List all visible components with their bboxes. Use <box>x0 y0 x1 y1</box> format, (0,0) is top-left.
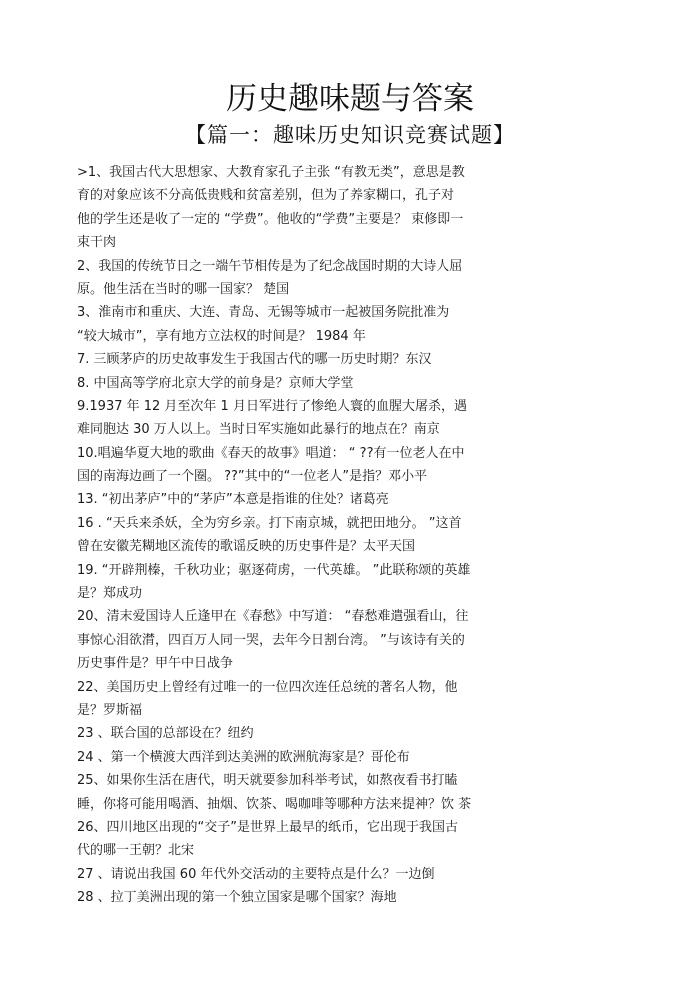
text-line: 26、四川地区出现的“交子”是世界上最早的纸币，它出现于我国古 <box>77 819 459 835</box>
text-line: 27 、请说出我国 60 年代外交活动的主要特点是什么？一边倒 <box>77 866 435 882</box>
question-list <box>77 161 617 910</box>
text-line: 是？罗斯福 <box>77 702 143 718</box>
text-line: 23 、联合国的总部设在？纽约 <box>77 726 254 742</box>
text-line: 22、美国历史上曾经有过唯一的一位四次连任总统的著名人物，他 <box>77 679 458 695</box>
text-line: 代的哪一王朝？北宋 <box>77 843 195 859</box>
text-line: 7. 三顾茅庐的历史故事发生于我国古代的哪一历史时期？东汉 <box>77 352 432 368</box>
text-line: 2、我国的传统节日之一端午节相传是为了纪念战国时期的大诗人屈 <box>77 258 463 274</box>
text-line: 8. 中国高等学府北京大学的前身是？京师大学堂 <box>77 375 354 391</box>
text-line: 19. “开辟荆榛，千秋功业；驱逐荷虏，一代英雄。 ”此联称颂的英雄 <box>77 562 471 578</box>
text-line: 20、清末爱国诗人丘逢甲在《春愁》中写道： “春愁难遣强看山，往 <box>77 609 469 625</box>
text-line: 16 . “天兵来杀妖，全为穷乡亲。打下南京城，就把田地分。 ”这首 <box>77 515 462 531</box>
section-heading: 【篇一：趣味历史知识竞赛试题】 <box>185 123 515 147</box>
page-title: 历史趣味题与答案 <box>226 81 474 117</box>
text-line: 事惊心泪欲潸，四百万人同一哭，去年今日割台湾。 ”与该诗有关的 <box>77 632 465 648</box>
text-line: 睡，你将可能用喝酒、抽烟、饮茶、喝咖啡等哪种方法来提神？饮 茶 <box>77 796 472 812</box>
text-line: >1、我国古代大思想家、大教育家孔子主张 “有教无类”，意思是教 <box>77 165 465 180</box>
text-line: 束干肉 <box>77 235 117 251</box>
text-line: 曾在安徽芜糊地区流传的歌谣反映的历史事件是？太平天国 <box>77 539 416 555</box>
text-line: 24 、第一个横渡大西洋到达美洲的欧洲航海家是？哥伦布 <box>77 749 410 765</box>
text-line: 难同胞达 30 万人以上。当时日军实施如此暴行的地点在？南京 <box>77 422 440 438</box>
text-line: 国的南海边画了一个圈。 ??”其中的“一位老人”是指？邓小平 <box>77 469 428 485</box>
text-line: 9.1937 年 12 月至次年 1 月日军进行了惨绝人寰的血腥大屠杀，遇 <box>77 398 467 414</box>
text-line: 他的学生还是收了一定的 “学费”。他收的“学费”主要是？ 束修即一 <box>77 211 464 227</box>
text-line: 是？郑成功 <box>77 586 143 602</box>
text-line: 育的对象应该不分高低贵贱和贫富差别，但为了养家糊口，孔子对 <box>77 188 455 204</box>
text-line: 原。他生活在当时的哪一国家？ 楚国 <box>77 281 290 297</box>
text-line: 10.唱遍华夏大地的歌曲《春天的故事》唱道： “ ??有一位老人在中 <box>77 445 465 461</box>
text-line: 13. “初出茅庐”中的“茅庐”本意是指谁的住处？诸葛亮 <box>77 492 389 508</box>
text-line: 历史事件是？甲午中日战争 <box>77 656 234 672</box>
text-line: 3、淮南市和重庆、大连、青岛、无锡等城市一起被国务院批准为 <box>77 305 450 321</box>
text-line: 28 、拉丁美洲出现的第一个独立国家是哪个国家？海地 <box>77 890 397 906</box>
text-line: “较大城市”，享有地方立法权的时间是？ 1984 年 <box>77 328 366 344</box>
text-line: 25、如果你生活在唐代，明天就要参加科举考试，如熬夜看书打瞌 <box>77 773 458 789</box>
